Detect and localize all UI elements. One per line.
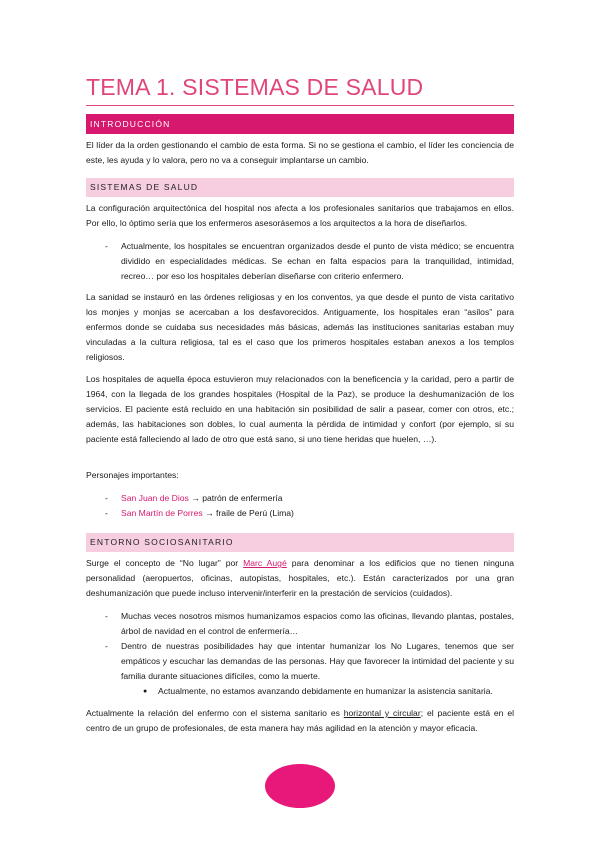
section-heading-entorno: ENTORNO SOCIOSANITARIO: [86, 533, 514, 552]
personaje-name: San Martín de Porres: [121, 508, 203, 518]
personaje-item-2: [121, 506, 514, 521]
sistemas-paragraph-3: Los hospitales de aquella época estuvieron muy relacionados con la beneficencia y la caridad, pero a partir de 1964, con la llegada de los grandes hospitales (Hospital de la Paz), se produce la deshumanización de los servicios. El paciente está recluido en una habitación sin posibilidad de salir a pasear, comer con otros, etc.; además, las habitaciones son dobles, lo cual aumenta la pérdida de intimidad y confort (por ejemplo, si su paciente está falleciendo al lado de otro que está sano, si uno tiene heridas que huelen, …).: [86, 374, 514, 444]
entorno-p1-text: Surge el concepto de “No lugar” por: [86, 558, 244, 568]
entorno-p2-text: ; el paciente está en el centro de un grupo de profesionales, de esta manera hay más agilidad en la atención y mayor eficacia.: [86, 708, 515, 733]
entorno-p2-text: Actualmente la relación del enfermo con el sistema sanitario es: [86, 708, 344, 718]
entorno-subbullet: Actualmente, no estamos avanzando debidamente en humanizar la asistencia sanitaria.: [158, 686, 493, 696]
entorno-p1-text: para denominar a los edificios que no tienen ninguna personalidad (aeropuertos, oficinas, autopistas, hospitales, etc.). Están caracterizados por una gran deshumanización que puede incluso intervenir/interferir en la prestación de servicios (cuidados).: [86, 558, 514, 598]
page-title: TEMA 1. SISTEMAS DE SALUD: [86, 74, 424, 100]
bullet-dash: -: [105, 493, 108, 503]
entorno-paragraph-1: [86, 556, 514, 601]
sistemas-bullet-1: Actualmente, los hospitales se encuentran organizados desde el punto de vista médico; se encuentra dividido en especialidades médicas. Se echan en falta espacios para la tranquilidad, intimidad, recreo… por eso los hospitales deberían diseñarse con criterio enfermero.: [121, 241, 514, 281]
title-divider: [86, 105, 514, 106]
personaje-desc: → patrón de enfermería: [188, 493, 283, 503]
personaje-desc: → fraile de Perú (Lima): [202, 508, 294, 518]
bullet-dash: -: [105, 641, 108, 651]
marc-auge-link[interactable]: Marc Augé: [243, 558, 287, 568]
entorno-bullet-2: Dentro de nuestras posibilidades hay que intentar humanizar los No Lugares, tenemos que ser empáticos y escuchar las demandas de las personas. Hay que favorecer la intimidad del paciente y su familia durante situaciones difíciles, como la muerte.: [121, 641, 514, 681]
personaje-name: San Juan de Dios: [121, 493, 189, 503]
sistemas-paragraph-2: La sanidad se instauró en las órdenes religiosas y en los conventos, ya que desde el punto de vista caritativo los monjes y monjas se acercaban a los desfavorecidos. Antiguamente, los hospitales eran “asilos” para enfermos donde se cuidaba sus necesidades más básicas, además las instituciones sanitarias estaban muy vinculadas a la cultura religiosa, tal es el caso que los primeros hospitales estaban anexos a los templos religiosos.: [86, 292, 514, 362]
intro-paragraph: El líder da la orden gestionando el cambio de esta forma. Si no se gestiona el cambio, el líder les conciencia de este, les ayuda y lo valora, pero no va a conseguir implantarse un cambio.: [86, 140, 514, 165]
entorno-paragraph-2: [86, 706, 514, 736]
personajes-label: Personajes importantes:: [86, 470, 179, 480]
sub-bullet-dot: ●: [143, 688, 148, 695]
bullet-dash: -: [105, 508, 108, 518]
horizontal-circular-text: horizontal y circular: [343, 708, 421, 718]
bullet-dash: -: [105, 241, 108, 251]
pink-oval-decoration: [265, 764, 335, 808]
section-heading-intro: INTRODUCCIÓN: [86, 114, 514, 134]
section-heading-sistemas: SISTEMAS DE SALUD: [86, 178, 514, 197]
personaje-item-1: [121, 491, 514, 506]
bullet-dash: -: [105, 611, 108, 621]
entorno-bullet-1: Muchas veces nosotros mismos humanizamos espacios como las oficinas, llevando plantas, postales, árbol de navidad en el control de enfermería…: [121, 611, 514, 636]
sistemas-paragraph-1: La configuración arquitectónica del hospital nos afecta a los profesionales sanitarios que trabajamos en ellos. Por ello, lo óptimo sería que los enfermeros asesorásemos a los arquitectos a la hora de diseñarlos.: [86, 203, 514, 228]
